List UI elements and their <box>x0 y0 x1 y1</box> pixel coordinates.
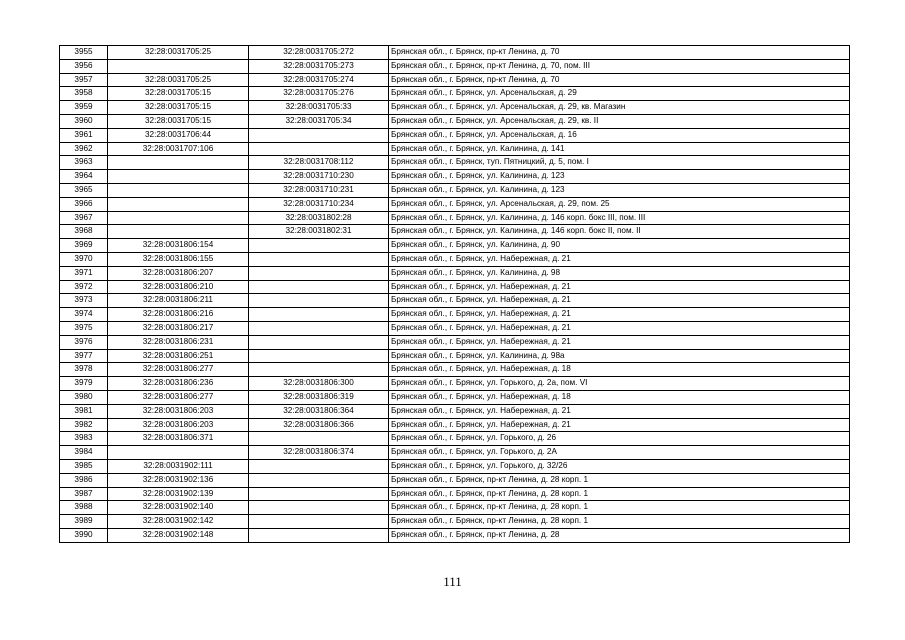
table-row <box>60 73 850 87</box>
address-cell: Брянская обл., г. Брянск, ул. Набережная, д. 18 <box>389 390 850 404</box>
row-number-cell: 3975 <box>60 321 108 335</box>
land-cadastral-number-cell <box>108 170 249 184</box>
address-cell: Брянская обл., г. Брянск, пр-кт Ленина, д. 28 корп. 1 <box>389 473 850 487</box>
table-row <box>60 294 850 308</box>
building-cadastral-number-cell <box>249 308 389 322</box>
land-cadastral-number-cell <box>108 225 249 239</box>
address-cell: Брянская обл., г. Брянск, ул. Калинина, д. 146 корп. бокс II, пом. II <box>389 225 850 239</box>
building-cadastral-number-cell: 32:28:0031705:34 <box>249 114 389 128</box>
row-number-cell: 3967 <box>60 211 108 225</box>
building-cadastral-number-cell <box>249 363 389 377</box>
building-cadastral-number-cell: 32:28:0031705:274 <box>249 73 389 87</box>
address-cell: Брянская обл., г. Брянск, ул. Горького, д. 2А <box>389 446 850 460</box>
address-cell: Брянская обл., г. Брянск, ул. Набережная, д. 21 <box>389 280 850 294</box>
property-table <box>59 45 850 543</box>
land-cadastral-number-cell: 32:28:0031902:111 <box>108 459 249 473</box>
row-number-cell: 3978 <box>60 363 108 377</box>
address-cell: Брянская обл., г. Брянск, туп. Пятницкий, д. 5, пом. I <box>389 156 850 170</box>
table-row <box>60 87 850 101</box>
row-number-cell: 3963 <box>60 156 108 170</box>
building-cadastral-number-cell: 32:28:0031806:364 <box>249 404 389 418</box>
building-cadastral-number-cell <box>249 128 389 142</box>
table-row <box>60 515 850 529</box>
address-cell: Брянская обл., г. Брянск, ул. Калинина, д. 123 <box>389 183 850 197</box>
building-cadastral-number-cell: 32:28:0031710:230 <box>249 170 389 184</box>
land-cadastral-number-cell <box>108 211 249 225</box>
land-cadastral-number-cell: 32:28:0031902:139 <box>108 487 249 501</box>
land-cadastral-number-cell: 32:28:0031806:277 <box>108 390 249 404</box>
table-row <box>60 446 850 460</box>
land-cadastral-number-cell: 32:28:0031806:216 <box>108 308 249 322</box>
table-row <box>60 404 850 418</box>
building-cadastral-number-cell: 32:28:0031806:366 <box>249 418 389 432</box>
table-row <box>60 225 850 239</box>
row-number-cell: 3989 <box>60 515 108 529</box>
address-cell: Брянская обл., г. Брянск, ул. Калинина, д. 123 <box>389 170 850 184</box>
land-cadastral-number-cell: 32:28:0031806:277 <box>108 363 249 377</box>
row-number-cell: 3960 <box>60 114 108 128</box>
row-number-cell: 3955 <box>60 46 108 60</box>
row-number-cell: 3956 <box>60 59 108 73</box>
address-cell: Брянская обл., г. Брянск, пр-кт Ленина, д. 28 корп. 1 <box>389 487 850 501</box>
row-number-cell: 3964 <box>60 170 108 184</box>
building-cadastral-number-cell: 32:28:0031705:272 <box>249 46 389 60</box>
land-cadastral-number-cell: 32:28:0031902:136 <box>108 473 249 487</box>
table-row <box>60 101 850 115</box>
table-row <box>60 156 850 170</box>
address-cell: Брянская обл., г. Брянск, ул. Калинина, д. 98 <box>389 266 850 280</box>
building-cadastral-number-cell <box>249 349 389 363</box>
building-cadastral-number-cell <box>249 335 389 349</box>
row-number-cell: 3969 <box>60 239 108 253</box>
table-row <box>60 197 850 211</box>
address-cell: Брянская обл., г. Брянск, ул. Горького, д. 26 <box>389 432 850 446</box>
land-cadastral-number-cell: 32:28:0031902:140 <box>108 501 249 515</box>
table-row <box>60 459 850 473</box>
address-cell: Брянская обл., г. Брянск, ул. Набережная, д. 21 <box>389 335 850 349</box>
building-cadastral-number-cell <box>249 459 389 473</box>
building-cadastral-number-cell <box>249 266 389 280</box>
table-row <box>60 211 850 225</box>
row-number-cell: 3977 <box>60 349 108 363</box>
table-row <box>60 170 850 184</box>
row-number-cell: 3984 <box>60 446 108 460</box>
table-row <box>60 183 850 197</box>
building-cadastral-number-cell: 32:28:0031802:28 <box>249 211 389 225</box>
land-cadastral-number-cell <box>108 156 249 170</box>
land-cadastral-number-cell: 32:28:0031806:203 <box>108 418 249 432</box>
address-cell: Брянская обл., г. Брянск, ул. Набережная, д. 21 <box>389 321 850 335</box>
table-row <box>60 377 850 391</box>
address-cell: Брянская обл., г. Брянск, пр-кт Ленина, д. 28 корп. 1 <box>389 515 850 529</box>
land-cadastral-number-cell: 32:28:0031806:251 <box>108 349 249 363</box>
building-cadastral-number-cell <box>249 142 389 156</box>
row-number-cell: 3974 <box>60 308 108 322</box>
building-cadastral-number-cell <box>249 515 389 529</box>
table-row <box>60 528 850 542</box>
table-row <box>60 59 850 73</box>
building-cadastral-number-cell <box>249 432 389 446</box>
building-cadastral-number-cell <box>249 528 389 542</box>
building-cadastral-number-cell: 32:28:0031806:300 <box>249 377 389 391</box>
land-cadastral-number-cell: 32:28:0031806:217 <box>108 321 249 335</box>
table-row <box>60 487 850 501</box>
address-cell: Брянская обл., г. Брянск, ул. Калинина, д. 141 <box>389 142 850 156</box>
table-row <box>60 239 850 253</box>
address-cell: Брянская обл., г. Брянск, ул. Арсенальская, д. 29, кв. Магазин <box>389 101 850 115</box>
table-row <box>60 335 850 349</box>
table-row <box>60 363 850 377</box>
building-cadastral-number-cell <box>249 501 389 515</box>
row-number-cell: 3965 <box>60 183 108 197</box>
table-row <box>60 308 850 322</box>
table-row <box>60 114 850 128</box>
table-row <box>60 418 850 432</box>
building-cadastral-number-cell: 32:28:0031710:234 <box>249 197 389 211</box>
building-cadastral-number-cell <box>249 473 389 487</box>
address-cell: Брянская обл., г. Брянск, пр-кт Ленина, д. 70 <box>389 46 850 60</box>
row-number-cell: 3979 <box>60 377 108 391</box>
table-row <box>60 128 850 142</box>
row-number-cell: 3961 <box>60 128 108 142</box>
address-cell: Брянская обл., г. Брянск, ул. Горького, д. 2а, пом. VI <box>389 377 850 391</box>
row-number-cell: 3982 <box>60 418 108 432</box>
land-cadastral-number-cell: 32:28:0031705:15 <box>108 87 249 101</box>
row-number-cell: 3958 <box>60 87 108 101</box>
table-row <box>60 473 850 487</box>
building-cadastral-number-cell <box>249 294 389 308</box>
row-number-cell: 3957 <box>60 73 108 87</box>
land-cadastral-number-cell: 32:28:0031806:207 <box>108 266 249 280</box>
building-cadastral-number-cell: 32:28:0031806:374 <box>249 446 389 460</box>
building-cadastral-number-cell: 32:28:0031710:231 <box>249 183 389 197</box>
land-cadastral-number-cell: 32:28:0031806:203 <box>108 404 249 418</box>
land-cadastral-number-cell: 32:28:0031806:371 <box>108 432 249 446</box>
address-cell: Брянская обл., г. Брянск, ул. Калинина, д. 98а <box>389 349 850 363</box>
row-number-cell: 3980 <box>60 390 108 404</box>
land-cadastral-number-cell: 32:28:0031707:106 <box>108 142 249 156</box>
row-number-cell: 3976 <box>60 335 108 349</box>
address-cell: Брянская обл., г. Брянск, пр-кт Ленина, д. 28 <box>389 528 850 542</box>
table-row <box>60 46 850 60</box>
land-cadastral-number-cell: 32:28:0031705:15 <box>108 101 249 115</box>
address-cell: Брянская обл., г. Брянск, ул. Набережная, д. 18 <box>389 363 850 377</box>
table-row <box>60 142 850 156</box>
land-cadastral-number-cell: 32:28:0031706:44 <box>108 128 249 142</box>
land-cadastral-number-cell: 32:28:0031705:25 <box>108 46 249 60</box>
land-cadastral-number-cell: 32:28:0031705:15 <box>108 114 249 128</box>
address-cell: Брянская обл., г. Брянск, ул. Набережная, д. 21 <box>389 294 850 308</box>
land-cadastral-number-cell: 32:28:0031705:25 <box>108 73 249 87</box>
address-cell: Брянская обл., г. Брянск, ул. Арсенальская, д. 29, пом. 25 <box>389 197 850 211</box>
table-row <box>60 252 850 266</box>
land-cadastral-number-cell: 32:28:0031806:210 <box>108 280 249 294</box>
row-number-cell: 3966 <box>60 197 108 211</box>
row-number-cell: 3970 <box>60 252 108 266</box>
row-number-cell: 3985 <box>60 459 108 473</box>
table-row <box>60 280 850 294</box>
row-number-cell: 3986 <box>60 473 108 487</box>
row-number-cell: 3968 <box>60 225 108 239</box>
building-cadastral-number-cell: 32:28:0031708:112 <box>249 156 389 170</box>
land-cadastral-number-cell: 32:28:0031806:154 <box>108 239 249 253</box>
row-number-cell: 3981 <box>60 404 108 418</box>
building-cadastral-number-cell <box>249 280 389 294</box>
address-cell: Брянская обл., г. Брянск, ул. Арсенальская, д. 29, кв. II <box>389 114 850 128</box>
address-cell: Брянская обл., г. Брянск, пр-кт Ленина, д. 70, пом. III <box>389 59 850 73</box>
row-number-cell: 3987 <box>60 487 108 501</box>
table-row <box>60 349 850 363</box>
address-cell: Брянская обл., г. Брянск, ул. Набережная, д. 21 <box>389 404 850 418</box>
row-number-cell: 3972 <box>60 280 108 294</box>
land-cadastral-number-cell <box>108 183 249 197</box>
row-number-cell: 3962 <box>60 142 108 156</box>
land-cadastral-number-cell: 32:28:0031806:211 <box>108 294 249 308</box>
land-cadastral-number-cell: 32:28:0031806:231 <box>108 335 249 349</box>
address-cell: Брянская обл., г. Брянск, пр-кт Ленина, д. 70 <box>389 73 850 87</box>
land-cadastral-number-cell: 32:28:0031902:142 <box>108 515 249 529</box>
row-number-cell: 3973 <box>60 294 108 308</box>
building-cadastral-number-cell: 32:28:0031705:276 <box>249 87 389 101</box>
row-number-cell: 3990 <box>60 528 108 542</box>
land-cadastral-number-cell: 32:28:0031806:236 <box>108 377 249 391</box>
land-cadastral-number-cell: 32:28:0031806:155 <box>108 252 249 266</box>
address-cell: Брянская обл., г. Брянск, ул. Калинина, д. 90 <box>389 239 850 253</box>
address-cell: Брянская обл., г. Брянск, ул. Набережная, д. 21 <box>389 252 850 266</box>
row-number-cell: 3959 <box>60 101 108 115</box>
address-cell: Брянская обл., г. Брянск, ул. Горького, д. 32/26 <box>389 459 850 473</box>
table-row <box>60 432 850 446</box>
building-cadastral-number-cell <box>249 239 389 253</box>
table-row <box>60 501 850 515</box>
building-cadastral-number-cell <box>249 252 389 266</box>
address-cell: Брянская обл., г. Брянск, ул. Арсенальская, д. 29 <box>389 87 850 101</box>
address-cell: Брянская обл., г. Брянск, ул. Набережная, д. 21 <box>389 308 850 322</box>
address-cell: Брянская обл., г. Брянск, пр-кт Ленина, д. 28 корп. 1 <box>389 501 850 515</box>
address-cell: Брянская обл., г. Брянск, ул. Калинина, д. 146 корп. бокс III, пом. III <box>389 211 850 225</box>
land-cadastral-number-cell: 32:28:0031902:148 <box>108 528 249 542</box>
building-cadastral-number-cell: 32:28:0031806:319 <box>249 390 389 404</box>
building-cadastral-number-cell: 32:28:0031705:33 <box>249 101 389 115</box>
table-row <box>60 321 850 335</box>
land-cadastral-number-cell <box>108 59 249 73</box>
building-cadastral-number-cell <box>249 321 389 335</box>
table-row <box>60 390 850 404</box>
property-table-body <box>60 46 850 543</box>
row-number-cell: 3988 <box>60 501 108 515</box>
table-row <box>60 266 850 280</box>
row-number-cell: 3983 <box>60 432 108 446</box>
row-number-cell: 3971 <box>60 266 108 280</box>
land-cadastral-number-cell <box>108 197 249 211</box>
address-cell: Брянская обл., г. Брянск, ул. Набережная, д. 21 <box>389 418 850 432</box>
building-cadastral-number-cell: 32:28:0031802:31 <box>249 225 389 239</box>
building-cadastral-number-cell <box>249 487 389 501</box>
address-cell: Брянская обл., г. Брянск, ул. Арсенальская, д. 16 <box>389 128 850 142</box>
page-number: 111 <box>443 574 462 589</box>
land-cadastral-number-cell <box>108 446 249 460</box>
building-cadastral-number-cell: 32:28:0031705:273 <box>249 59 389 73</box>
